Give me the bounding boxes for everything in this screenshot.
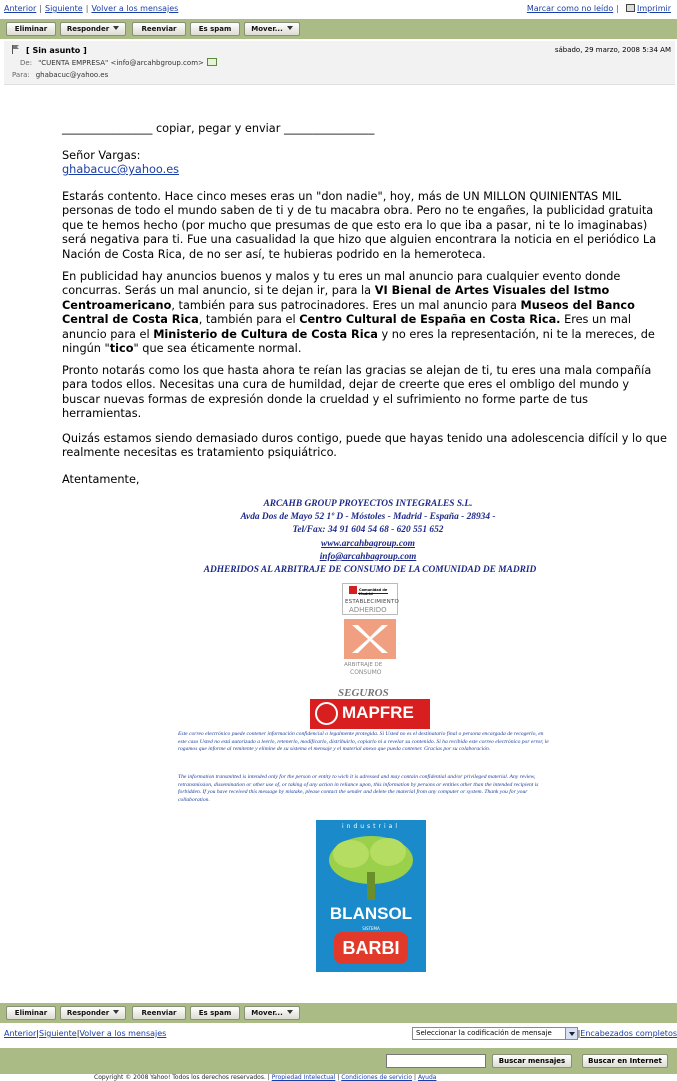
sistema-text: SISTEMA: [362, 926, 380, 931]
message-subject: [ Sin asunto ]: [26, 46, 87, 55]
spam-button[interactable]: Es spam: [190, 1006, 240, 1020]
mapfre-text: MAPFRE: [342, 703, 414, 722]
signature-adhered: ADHERIDOS AL ARBITRAJE DE CONSUMO DE LA COMUNIDAD DE MADRID: [203, 565, 537, 575]
from-value: "CUENTA EMPRESA" <info@arcahbgroup.com>: [38, 59, 204, 67]
mapfre-emblem-icon: [315, 702, 338, 725]
delete-button[interactable]: Eliminar: [6, 1006, 56, 1020]
bottom-nav: Anterior|Siguiente|Volver a los mensajes |Encabezados completos: [4, 1029, 677, 1038]
seguros-label: SEGUROS: [338, 687, 389, 699]
prev-link[interactable]: Anterior: [4, 4, 37, 13]
ministerio-name: Ministerio de Cultura de Costa Rica: [153, 327, 378, 341]
ip-link[interactable]: Propiedad Intelectual: [271, 1074, 336, 1081]
flag-icon[interactable]: [12, 45, 19, 54]
top-nav: Anterior | Siguiente | Volver a los mensajes Marcar como no leído | Imprimir: [4, 4, 671, 13]
centro-cultural-name: Centro Cultural de España en Costa Rica.: [299, 313, 561, 327]
help-link[interactable]: Ayuda: [417, 1074, 437, 1081]
move-button[interactable]: [244, 22, 300, 36]
chevron-down-icon: [113, 1010, 119, 1014]
barbi-text: BARBI: [334, 932, 408, 964]
intro-line: ________________ copiar, pegar y enviar ________________: [62, 122, 375, 135]
print-link[interactable]: Imprimir: [636, 4, 671, 13]
back-to-messages-link[interactable]: Volver a los mensajes: [79, 1029, 167, 1038]
prev-link[interactable]: Anterior: [4, 1029, 37, 1038]
next-link[interactable]: Siguiente: [39, 1029, 77, 1038]
cm-small-text: Comunidad de Madrid: [359, 588, 388, 596]
next-link[interactable]: Siguiente: [45, 4, 83, 13]
chevron-down-icon: [287, 1010, 293, 1014]
blansol-top-text: industrial: [341, 823, 401, 830]
cm-line-1: ESTABLECIMIENTO: [345, 599, 400, 605]
from-row: [20, 58, 217, 67]
paragraph-1: Estarás contento. Hace cinco meses eras un "don nadie", hoy, más de UN MILLON QUINIENTAS MIL personas de todo el mundo saben de ti y de tu macabra obra. Pero no te engañes, la publicidad gratuita que te hemos hecho (por mucho que presumas de que esto era lo que iba a pasar, ni te lo imaginabas) será negativa para ti. Fue una casualidad la que hizo que alguien encontrara la noticia en el periódico La Nación de Costa Rica, de no ser así, te hubieras podrido en la hemeroteca.: [62, 190, 657, 261]
to-label: Para:: [12, 71, 30, 79]
to-value: ghabacuc@yahoo.es: [35, 71, 109, 79]
tico-word: tico: [109, 342, 134, 356]
search-bar: [0, 1048, 677, 1074]
encoding-select-value: Seleccionar la codificación de mensaje: [416, 1029, 552, 1037]
encoding-select[interactable]: [412, 1027, 578, 1040]
reply-button[interactable]: [60, 1006, 126, 1020]
move-button[interactable]: [244, 1006, 300, 1020]
forward-button[interactable]: Reenviar: [132, 1006, 186, 1020]
blansol-logo: [316, 820, 426, 972]
closing: Atentamente,: [62, 473, 140, 486]
paragraph-2: En publicidad hay anuncios buenos y malos y tu eres un mal anuncio para cualquier evento donde concurras. Serás un mal anuncio, si te dejan ir, para la VI Bienal de Artes Visuales del Istmo Centroamericano, también para sus patrocinadores. Eres un mal anuncio para Museos del Banco Central de Costa Rica, también para el Centro Cultural de España en Costa Rica. Eres un mal anuncio para el Ministerio de Cultura de Costa Rica y no eres la representación, ni te la mereces, de ningún "tico" que sea éticamente normal.: [62, 270, 655, 356]
signature-phone: Tel/Fax: 34 91 604 54 68 - 620 551 652: [292, 525, 444, 535]
back-to-messages-link[interactable]: Volver a los mensajes: [91, 4, 179, 13]
signature-address: Avda Dos de Mayo 52 1º D - Móstoles - Madrid - España - 28934 -: [240, 512, 496, 522]
legal-notice-es: Este correo electrónico puede contener información confidencial o legalmente protegida. Si Usted no es el destinatario final o persona encargada de recogerlo, en este caso Usted no está autorizado a leerlo, retenerlo, modificarlo, distribuirlo, copiarlo ni a revelar su contenido. Si ha recibido este correo electrónico por error, le rogamos que informe al remitente y elimine de su sistema el mensaje y el material anexo que pueda contener. Gracias por su colaboración.: [178, 731, 549, 752]
bienal-name: VI Bienal de Artes Visuales del Istmo Centroamericano: [62, 284, 610, 312]
email-link[interactable]: ghabacuc@yahoo.es: [62, 163, 180, 176]
reply-button[interactable]: [60, 22, 126, 36]
paragraph-4: Quizás estamos siendo demasiado duros contigo, puede que hayas tenido una adolescencia difícil y lo que realmente necesitas es tratamiento psiquiátrico.: [62, 432, 667, 460]
signature-company: ARCAHB GROUP PROYECTOS INTEGRALES S.L.: [263, 499, 473, 509]
paragraph-3: Pronto notarás como los que hasta ahora te reían las gracias se alejan de ti, tu eres una mala compañía para todos ellos. Necesitas una cura de humildad, dejar de creerte que eres el ombligo del mundo y buscar nuevas formas de expresión donde la crueldad y el sufrimiento no forme parte de tus herramientas.: [62, 364, 652, 421]
add-contact-icon[interactable]: [207, 58, 217, 66]
signature-email-link[interactable]: info@arcahbagroup.com: [319, 552, 417, 562]
message-toolbar-bottom: [0, 1003, 677, 1023]
copyright: Copyright © 2008 Yahoo! Todos los derechos reservados.: [94, 1074, 266, 1081]
arbitraje-consumo-logo: [342, 617, 398, 685]
signature-web-link[interactable]: www.arcahbagroup.com: [321, 539, 415, 549]
tree-icon: [316, 832, 426, 902]
reply-label: Responder: [66, 25, 110, 33]
blansol-text: BLANSOL: [329, 904, 413, 923]
cm-line-2: ADHERIDO: [349, 606, 387, 614]
terms-link[interactable]: Condiciones de servicio: [341, 1074, 413, 1081]
search-web-button[interactable]: Buscar en Internet: [582, 1054, 668, 1068]
to-row: [12, 71, 108, 79]
mapfre-logo: [310, 699, 430, 729]
forward-button[interactable]: Reenviar: [132, 22, 186, 36]
museos-name: Museos del Banco Central de Costa Rica: [62, 298, 635, 327]
search-input[interactable]: [386, 1054, 486, 1068]
arbitraje-line-1: ARBITRAJE DE: [344, 662, 383, 668]
message-header: [4, 41, 675, 85]
arbitraje-emblem-icon: [342, 617, 398, 661]
chevron-down-icon: [287, 26, 293, 30]
full-headers-link[interactable]: Encabezados completos: [580, 1029, 677, 1038]
reply-label: Responder: [66, 1009, 110, 1017]
mark-unread-link[interactable]: Marcar como no leído: [526, 4, 614, 13]
move-label: Mover...: [251, 25, 283, 33]
from-label: De:: [20, 59, 33, 67]
chevron-down-icon: [565, 1028, 577, 1039]
message-toolbar-top: [0, 19, 677, 39]
delete-button[interactable]: Eliminar: [6, 22, 56, 36]
legal-notice-en: The information transmitted is intended only for the person or entity to wich it is adressed and may contain confidential and/or privileged material. Any review, retransmission, dissemination or other use of, or taking of any action in reliance upon, this information by persons or entities other than the intended recipient is forbidden. If you have received this message by mistake, please contact the sender and delete the material from any computer or system. Thank you for your collaboration.: [178, 774, 539, 803]
move-label: Mover...: [251, 1009, 283, 1017]
chevron-down-icon: [113, 26, 119, 30]
print-icon[interactable]: [626, 4, 635, 12]
spam-button[interactable]: Es spam: [190, 22, 240, 36]
search-mail-button[interactable]: Buscar mensajes: [492, 1054, 572, 1068]
greeting: Señor Vargas:: [62, 149, 141, 162]
footer: Copyright © 2008 Yahoo! Todos los derechos reservados. | Propiedad Intelectual | Condiciones de servicio | Ayuda: [94, 1074, 437, 1081]
message-date: sábado, 29 marzo, 2008 5:34 AM: [554, 46, 671, 54]
arbitraje-line-2: CONSUMO: [350, 669, 382, 676]
comunidad-madrid-logo: [342, 583, 398, 615]
